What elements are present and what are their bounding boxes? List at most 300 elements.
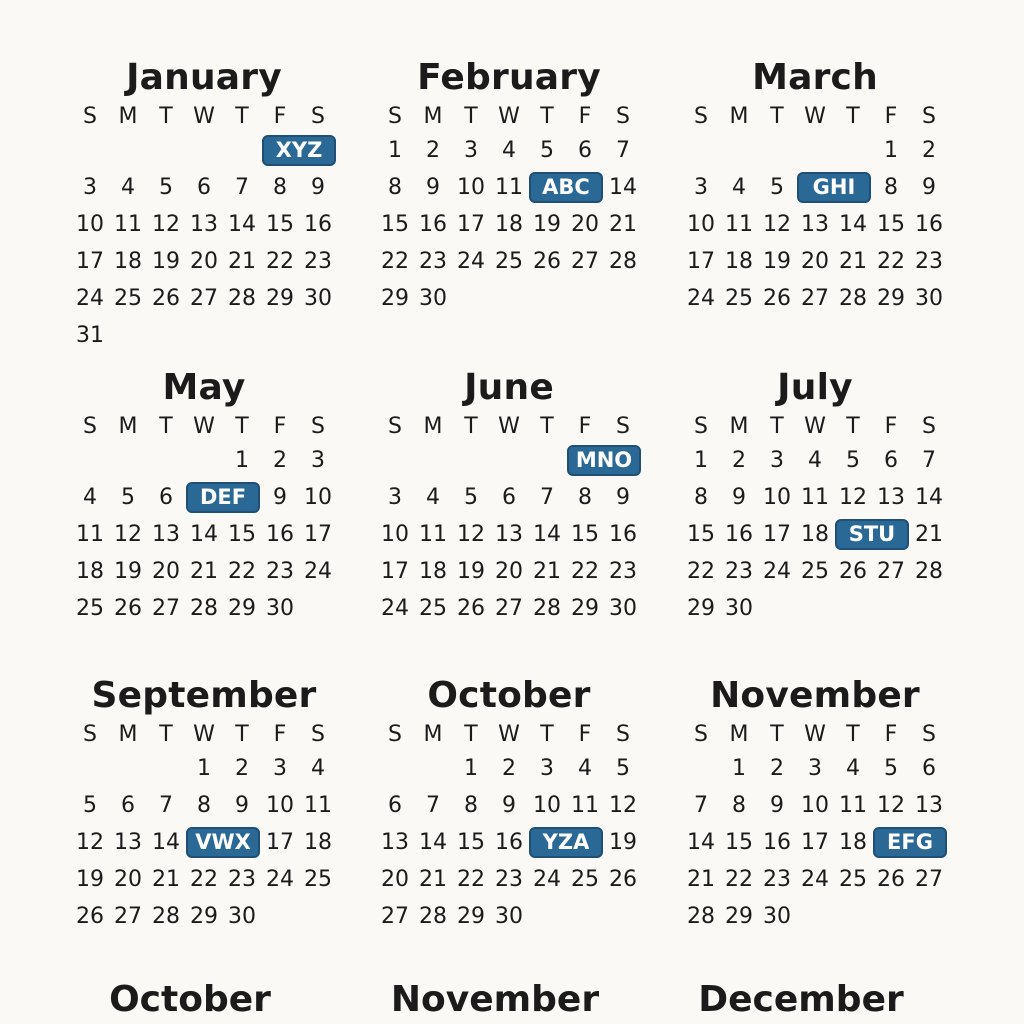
day-cell[interactable]: 4 (311, 756, 325, 781)
day-cell[interactable]: 15 (877, 212, 905, 237)
day-cell[interactable]: 14 (609, 175, 637, 200)
week-row (682, 590, 948, 627)
day-cell[interactable]: 7 (159, 793, 173, 818)
day-cell[interactable]: 20 (495, 559, 523, 584)
day-cell[interactable]: 20 (571, 212, 599, 237)
event-cell-covered[interactable] (604, 442, 642, 479)
day-cell[interactable]: 19 (763, 249, 791, 274)
day-cell[interactable]: 28 (687, 904, 715, 929)
day-cell[interactable]: 13 (114, 830, 142, 855)
event-cell[interactable] (872, 824, 933, 861)
day-cell[interactable]: 1 (235, 448, 249, 473)
day-cell[interactable]: 10 (687, 212, 715, 237)
day-cell[interactable]: 28 (609, 249, 637, 274)
day-cell[interactable]: 5 (540, 138, 554, 163)
day-cell[interactable]: 13 (152, 522, 180, 547)
day-cell[interactable]: 6 (121, 793, 135, 818)
event-cell-covered[interactable] (223, 479, 261, 516)
day-cell[interactable]: 30 (915, 286, 943, 311)
day-cell[interactable]: 9 (732, 485, 746, 510)
day-cell[interactable]: 24 (457, 249, 485, 274)
day-cell[interactable]: 6 (159, 485, 173, 510)
day-cell[interactable]: 25 (725, 286, 753, 311)
day-cell[interactable]: 2 (273, 448, 287, 473)
event-badge[interactable]: GHI (797, 172, 871, 203)
day-cell[interactable]: 5 (159, 175, 173, 200)
day-cell[interactable]: 1 (464, 756, 478, 781)
week-row (71, 243, 337, 280)
day-cell[interactable]: 27 (877, 559, 905, 584)
day-cell[interactable]: 11 (725, 212, 753, 237)
day-cell[interactable]: 28 (228, 286, 256, 311)
day-cell[interactable]: 14 (419, 830, 447, 855)
day-cell[interactable]: 13 (801, 212, 829, 237)
day-cell[interactable]: 30 (228, 904, 256, 929)
day-cell[interactable]: 27 (381, 904, 409, 929)
day-cell[interactable]: 24 (687, 286, 715, 311)
day-cell[interactable]: 29 (190, 904, 218, 929)
day-cell[interactable]: 30 (495, 904, 523, 929)
day-cell[interactable]: 4 (502, 138, 516, 163)
event-cell-covered[interactable] (872, 516, 910, 553)
day-cell[interactable]: 20 (801, 249, 829, 274)
day-cell[interactable]: 23 (304, 249, 332, 274)
weekday-label: M (118, 722, 138, 747)
day-cell[interactable]: 3 (540, 756, 554, 781)
day-cell[interactable]: 7 (694, 793, 708, 818)
day-cell[interactable]: 22 (687, 559, 715, 584)
day-cell[interactable]: 24 (76, 286, 104, 311)
day-cell[interactable]: 22 (228, 559, 256, 584)
week-row (376, 206, 642, 243)
day-cell[interactable]: 1 (694, 448, 708, 473)
day-cell[interactable]: 8 (388, 175, 402, 200)
day-cell[interactable]: 11 (495, 175, 523, 200)
day-cell[interactable]: 28 (190, 596, 218, 621)
day-cell[interactable]: 3 (273, 756, 287, 781)
weekday-label: W (193, 414, 215, 439)
day-cell[interactable]: 23 (495, 867, 523, 892)
day-cell[interactable]: 6 (388, 793, 402, 818)
day-cell[interactable]: 30 (419, 286, 447, 311)
day-cell[interactable]: 14 (533, 522, 561, 547)
day-cell[interactable]: 29 (381, 286, 409, 311)
day-cell[interactable]: 28 (915, 559, 943, 584)
event-badge[interactable]: ABC (529, 172, 603, 203)
day-cell[interactable]: 21 (419, 867, 447, 892)
event-cell-covered[interactable] (566, 169, 604, 206)
day-cell[interactable]: 15 (266, 212, 294, 237)
day-cell[interactable]: 21 (152, 867, 180, 892)
day-cell[interactable]: 30 (763, 904, 791, 929)
month-october (376, 676, 642, 935)
event-cell[interactable] (566, 442, 633, 479)
event-cell[interactable] (185, 479, 247, 516)
day-cell[interactable]: 23 (266, 559, 294, 584)
day-cell[interactable]: 10 (533, 793, 561, 818)
day-cell[interactable]: 22 (381, 249, 409, 274)
day-cell[interactable]: 10 (266, 793, 294, 818)
day-cell[interactable]: 28 (839, 286, 867, 311)
day-cell[interactable]: 10 (381, 522, 409, 547)
day-cell[interactable]: 9 (273, 485, 287, 510)
day-cell[interactable]: 24 (381, 596, 409, 621)
day-cell[interactable]: 25 (495, 249, 523, 274)
day-cell[interactable]: 27 (915, 867, 943, 892)
day-cell[interactable]: 29 (457, 904, 485, 929)
day-cell[interactable]: 15 (228, 522, 256, 547)
day-cell[interactable]: 16 (609, 522, 637, 547)
day-cell[interactable]: 3 (83, 175, 97, 200)
day-cell[interactable]: 14 (228, 212, 256, 237)
day-cell[interactable]: 2 (235, 756, 249, 781)
day-cell[interactable]: 27 (114, 904, 142, 929)
day-cell[interactable]: 8 (694, 485, 708, 510)
day-cell[interactable]: 24 (266, 867, 294, 892)
day-cell[interactable]: 12 (114, 522, 142, 547)
day-cell[interactable]: 8 (732, 793, 746, 818)
event-cell[interactable] (834, 516, 896, 553)
event-badge[interactable]: VWX (186, 827, 260, 858)
day-cell[interactable]: 30 (725, 596, 753, 621)
week-row (376, 243, 642, 280)
day-cell[interactable]: 16 (495, 830, 523, 855)
day-cell[interactable]: 4 (578, 756, 592, 781)
day-cell[interactable]: 24 (801, 867, 829, 892)
day-cell[interactable]: 16 (915, 212, 943, 237)
day-cell[interactable]: 23 (419, 249, 447, 274)
day-cell[interactable]: 22 (266, 249, 294, 274)
day-cell[interactable]: 10 (76, 212, 104, 237)
day-cell[interactable]: 14 (190, 522, 218, 547)
day-cell[interactable]: 25 (304, 867, 332, 892)
day-cell[interactable]: 25 (571, 867, 599, 892)
day-cell[interactable]: 16 (304, 212, 332, 237)
day-cell[interactable]: 12 (839, 485, 867, 510)
day-cell[interactable]: 20 (381, 867, 409, 892)
day-cell[interactable]: 29 (687, 596, 715, 621)
day-cell[interactable]: 27 (152, 596, 180, 621)
day-cell[interactable]: 21 (687, 867, 715, 892)
day-cell[interactable]: 13 (190, 212, 218, 237)
event-badge[interactable]: STU (835, 519, 909, 550)
day-cell[interactable]: 9 (770, 793, 784, 818)
day-cell[interactable]: 17 (763, 522, 791, 547)
day-cell[interactable]: 9 (311, 175, 325, 200)
day-cell[interactable]: 4 (732, 175, 746, 200)
day-cell[interactable]: 15 (381, 212, 409, 237)
day-cell[interactable]: 30 (304, 286, 332, 311)
day-cell[interactable]: 19 (152, 249, 180, 274)
day-cell[interactable]: 7 (426, 793, 440, 818)
day-cell[interactable]: 17 (687, 249, 715, 274)
day-cell[interactable]: 24 (763, 559, 791, 584)
day-cell[interactable]: 4 (83, 485, 97, 510)
day-cell[interactable]: 28 (152, 904, 180, 929)
day-cell[interactable]: 11 (419, 522, 447, 547)
day-cell[interactable]: 21 (228, 249, 256, 274)
day-cell[interactable]: 27 (190, 286, 218, 311)
day-cell[interactable]: 3 (464, 138, 478, 163)
day-cell[interactable]: 8 (884, 175, 898, 200)
month-title-partial: November (390, 979, 600, 1020)
day-cell[interactable]: 12 (877, 793, 905, 818)
day-cell[interactable]: 4 (846, 756, 860, 781)
day-cell[interactable]: 18 (114, 249, 142, 274)
event-cell[interactable] (261, 132, 323, 169)
day-cell[interactable]: 4 (808, 448, 822, 473)
event-cell[interactable] (796, 169, 856, 206)
week-row (376, 824, 642, 861)
day-cell[interactable]: 19 (114, 559, 142, 584)
day-cell[interactable]: 17 (304, 522, 332, 547)
day-cell[interactable]: 5 (770, 175, 784, 200)
event-badge[interactable]: XYZ (262, 135, 336, 166)
day-cell[interactable]: 21 (915, 522, 943, 547)
day-cell[interactable]: 6 (884, 448, 898, 473)
day-cell[interactable]: 20 (190, 249, 218, 274)
event-badge[interactable]: DEF (186, 482, 260, 513)
day-cell[interactable]: 18 (725, 249, 753, 274)
day-cell[interactable]: 8 (464, 793, 478, 818)
day-cell[interactable]: 1 (884, 138, 898, 163)
day-cell[interactable]: 27 (495, 596, 523, 621)
day-cell[interactable]: 6 (922, 756, 936, 781)
day-cell[interactable]: 28 (533, 596, 561, 621)
day-cell[interactable]: 18 (76, 559, 104, 584)
day-cell[interactable]: 15 (725, 830, 753, 855)
day-cell[interactable]: 22 (190, 867, 218, 892)
event-cell[interactable] (185, 824, 251, 861)
day-cell[interactable]: 3 (770, 448, 784, 473)
day-cell[interactable]: 24 (304, 559, 332, 584)
day-cell[interactable]: 29 (877, 286, 905, 311)
day-cell[interactable]: 26 (609, 867, 637, 892)
day-cell[interactable]: 11 (114, 212, 142, 237)
day-cell[interactable]: 25 (114, 286, 142, 311)
day-cell[interactable]: 5 (846, 448, 860, 473)
day-cell[interactable]: 25 (839, 867, 867, 892)
day-cell[interactable]: 5 (464, 485, 478, 510)
day-cell[interactable]: 26 (152, 286, 180, 311)
day-cell[interactable]: 10 (801, 793, 829, 818)
day-cell[interactable]: 6 (197, 175, 211, 200)
event-cell-covered[interactable] (223, 824, 261, 861)
day-cell[interactable]: 18 (495, 212, 523, 237)
day-cell[interactable]: 26 (114, 596, 142, 621)
day-cell[interactable]: 21 (190, 559, 218, 584)
day-cell[interactable]: 9 (922, 175, 936, 200)
day-cell[interactable]: 21 (533, 559, 561, 584)
day-cell[interactable]: 22 (877, 249, 905, 274)
day-cell[interactable]: 4 (426, 485, 440, 510)
day-cell[interactable]: 5 (616, 756, 630, 781)
day-cell[interactable]: 23 (228, 867, 256, 892)
day-cell[interactable]: 8 (197, 793, 211, 818)
day-cell[interactable]: 22 (725, 867, 753, 892)
day-cell[interactable]: 4 (121, 175, 135, 200)
event-badge[interactable]: YZA (529, 827, 603, 858)
day-cell[interactable]: 12 (76, 830, 104, 855)
day-cell[interactable]: 6 (578, 138, 592, 163)
day-cell[interactable]: 23 (725, 559, 753, 584)
event-badge[interactable]: EFG (873, 827, 947, 858)
event-badge[interactable]: MNO (567, 445, 641, 476)
empty-cell (566, 280, 604, 317)
day-cell[interactable]: 5 (884, 756, 898, 781)
day-cell[interactable]: 3 (694, 175, 708, 200)
day-cell[interactable]: 21 (609, 212, 637, 237)
day-cell[interactable]: 14 (152, 830, 180, 855)
day-cell[interactable]: 19 (76, 867, 104, 892)
day-cell[interactable]: 8 (578, 485, 592, 510)
day-cell[interactable]: 19 (533, 212, 561, 237)
empty-cell (147, 750, 185, 787)
day-cell[interactable]: 9 (502, 793, 516, 818)
day-cell[interactable]: 26 (839, 559, 867, 584)
day-cell[interactable]: 1 (388, 138, 402, 163)
day-cell[interactable]: 2 (502, 756, 516, 781)
day-cell[interactable]: 17 (801, 830, 829, 855)
month-title: June (464, 367, 554, 408)
empty-cell (414, 442, 452, 479)
day-cell[interactable]: 22 (457, 867, 485, 892)
day-cell[interactable]: 2 (922, 138, 936, 163)
day-cell[interactable]: 12 (763, 212, 791, 237)
day-cell[interactable]: 23 (915, 249, 943, 274)
month-title: July (777, 367, 853, 408)
day-cell[interactable]: 8 (273, 175, 287, 200)
event-cell[interactable] (528, 824, 590, 861)
day-cell[interactable]: 29 (228, 596, 256, 621)
day-cell[interactable]: 13 (381, 830, 409, 855)
day-cell[interactable]: 10 (457, 175, 485, 200)
day-cell[interactable]: 18 (304, 830, 332, 855)
day-cell[interactable]: 11 (76, 522, 104, 547)
day-cell[interactable]: 29 (725, 904, 753, 929)
event-cell-covered[interactable] (566, 824, 604, 861)
day-cell[interactable]: 25 (76, 596, 104, 621)
day-cell[interactable]: 9 (616, 485, 630, 510)
day-cell[interactable]: 15 (457, 830, 485, 855)
empty-cell (910, 898, 948, 935)
day-cell[interactable]: 16 (725, 522, 753, 547)
day-cell[interactable]: 2 (770, 756, 784, 781)
day-cell[interactable]: 3 (311, 448, 325, 473)
day-cell[interactable]: 11 (839, 793, 867, 818)
day-cell[interactable]: 1 (732, 756, 746, 781)
day-cell[interactable]: 17 (76, 249, 104, 274)
day-cell[interactable]: 31 (76, 323, 104, 348)
day-cell[interactable]: 13 (495, 522, 523, 547)
day-cell[interactable]: 23 (609, 559, 637, 584)
day-cell[interactable]: 13 (877, 485, 905, 510)
day-cell[interactable]: 7 (540, 485, 554, 510)
day-cell[interactable]: 10 (304, 485, 332, 510)
day-cell[interactable]: 26 (877, 867, 905, 892)
day-cell[interactable]: 21 (839, 249, 867, 274)
day-cell[interactable]: 16 (266, 522, 294, 547)
event-cell-covered[interactable] (910, 824, 948, 861)
day-cell[interactable]: 7 (616, 138, 630, 163)
day-cell[interactable]: 14 (839, 212, 867, 237)
day-cell[interactable]: 9 (235, 793, 249, 818)
day-cell[interactable]: 25 (801, 559, 829, 584)
day-cell[interactable]: 3 (388, 485, 402, 510)
day-cell[interactable]: 26 (457, 596, 485, 621)
day-cell[interactable]: 16 (419, 212, 447, 237)
event-cell-covered[interactable] (299, 132, 337, 169)
day-cell[interactable]: 26 (763, 286, 791, 311)
day-cell[interactable]: 23 (763, 867, 791, 892)
day-cell[interactable]: 30 (609, 596, 637, 621)
week-row (71, 750, 337, 787)
week-row (71, 442, 337, 479)
weekday-label: S (311, 722, 325, 747)
day-cell[interactable]: 2 (732, 448, 746, 473)
day-cell[interactable]: 11 (801, 485, 829, 510)
day-cell[interactable]: 30 (266, 596, 294, 621)
day-cell[interactable]: 12 (609, 793, 637, 818)
day-cell[interactable]: 28 (419, 904, 447, 929)
day-cell[interactable]: 24 (533, 867, 561, 892)
day-cell[interactable]: 11 (304, 793, 332, 818)
day-cell[interactable]: 15 (571, 522, 599, 547)
day-cell[interactable]: 19 (609, 830, 637, 855)
day-cell[interactable]: 18 (839, 830, 867, 855)
day-cell[interactable]: 18 (801, 522, 829, 547)
day-cell[interactable]: 10 (763, 485, 791, 510)
day-cell[interactable]: 2 (426, 138, 440, 163)
day-cell[interactable]: 3 (808, 756, 822, 781)
event-cell-covered[interactable] (834, 169, 872, 206)
day-cell[interactable]: 16 (763, 830, 791, 855)
month-september (71, 676, 337, 935)
day-cell[interactable]: 27 (571, 249, 599, 274)
event-cell[interactable] (528, 169, 590, 206)
day-cell[interactable]: 19 (457, 559, 485, 584)
day-cell[interactable]: 11 (571, 793, 599, 818)
day-cell[interactable]: 17 (266, 830, 294, 855)
day-cell[interactable]: 14 (915, 485, 943, 510)
day-cell[interactable]: 9 (426, 175, 440, 200)
day-cell[interactable]: 7 (922, 448, 936, 473)
day-cell[interactable]: 7 (235, 175, 249, 200)
day-cell[interactable]: 6 (502, 485, 516, 510)
day-cell[interactable]: 25 (419, 596, 447, 621)
day-cell[interactable]: 29 (571, 596, 599, 621)
week-row (682, 206, 948, 243)
day-cell[interactable]: 27 (801, 286, 829, 311)
day-cell[interactable]: 20 (114, 867, 142, 892)
day-cell[interactable]: 17 (381, 559, 409, 584)
day-cell[interactable]: 5 (121, 485, 135, 510)
day-cell[interactable]: 15 (687, 522, 715, 547)
day-cell[interactable]: 1 (197, 756, 211, 781)
day-cell[interactable]: 13 (915, 793, 943, 818)
day-cell[interactable]: 12 (152, 212, 180, 237)
day-cell[interactable]: 14 (687, 830, 715, 855)
day-cell[interactable]: 22 (571, 559, 599, 584)
day-cell[interactable]: 12 (457, 522, 485, 547)
day-cell[interactable]: 26 (533, 249, 561, 274)
day-cell[interactable]: 17 (457, 212, 485, 237)
day-cell[interactable]: 18 (419, 559, 447, 584)
day-cell[interactable]: 20 (152, 559, 180, 584)
day-cell[interactable]: 26 (76, 904, 104, 929)
day-cell[interactable]: 5 (83, 793, 97, 818)
day-cell[interactable]: 29 (266, 286, 294, 311)
